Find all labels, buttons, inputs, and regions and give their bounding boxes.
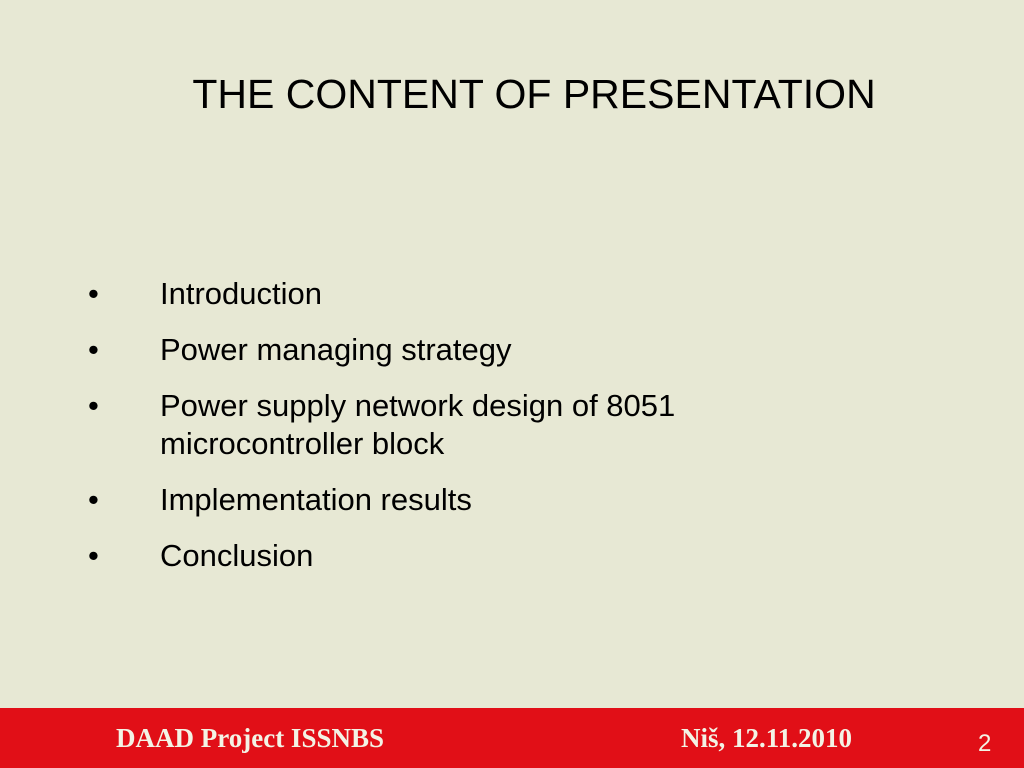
list-item [88, 387, 948, 463]
slide-number: 2 [978, 730, 992, 757]
footer-location-date: Niš, 12.11.2010 [681, 723, 853, 753]
list-item [88, 331, 948, 369]
list-item-label: Implementation results [160, 482, 472, 517]
footer-project-name: DAAD Project ISSNBS [116, 723, 384, 753]
slide-title: THE CONTENT OF PRESENTATION [192, 71, 876, 117]
bullet-icon: • [88, 388, 99, 423]
content-list [88, 275, 948, 593]
bullet-icon: • [88, 482, 99, 517]
list-item [88, 537, 948, 575]
list-item-label: Conclusion [160, 538, 314, 573]
list-item [88, 275, 948, 313]
list-item-label: Introduction [160, 276, 322, 311]
bullet-icon: • [88, 538, 99, 573]
list-item-label: Power managing strategy [160, 332, 512, 367]
bullet-icon: • [88, 276, 99, 311]
bullet-icon: • [88, 332, 99, 367]
list-item-label: Power supply network design of 8051 microcontroller block [160, 388, 676, 461]
list-item [88, 481, 948, 519]
